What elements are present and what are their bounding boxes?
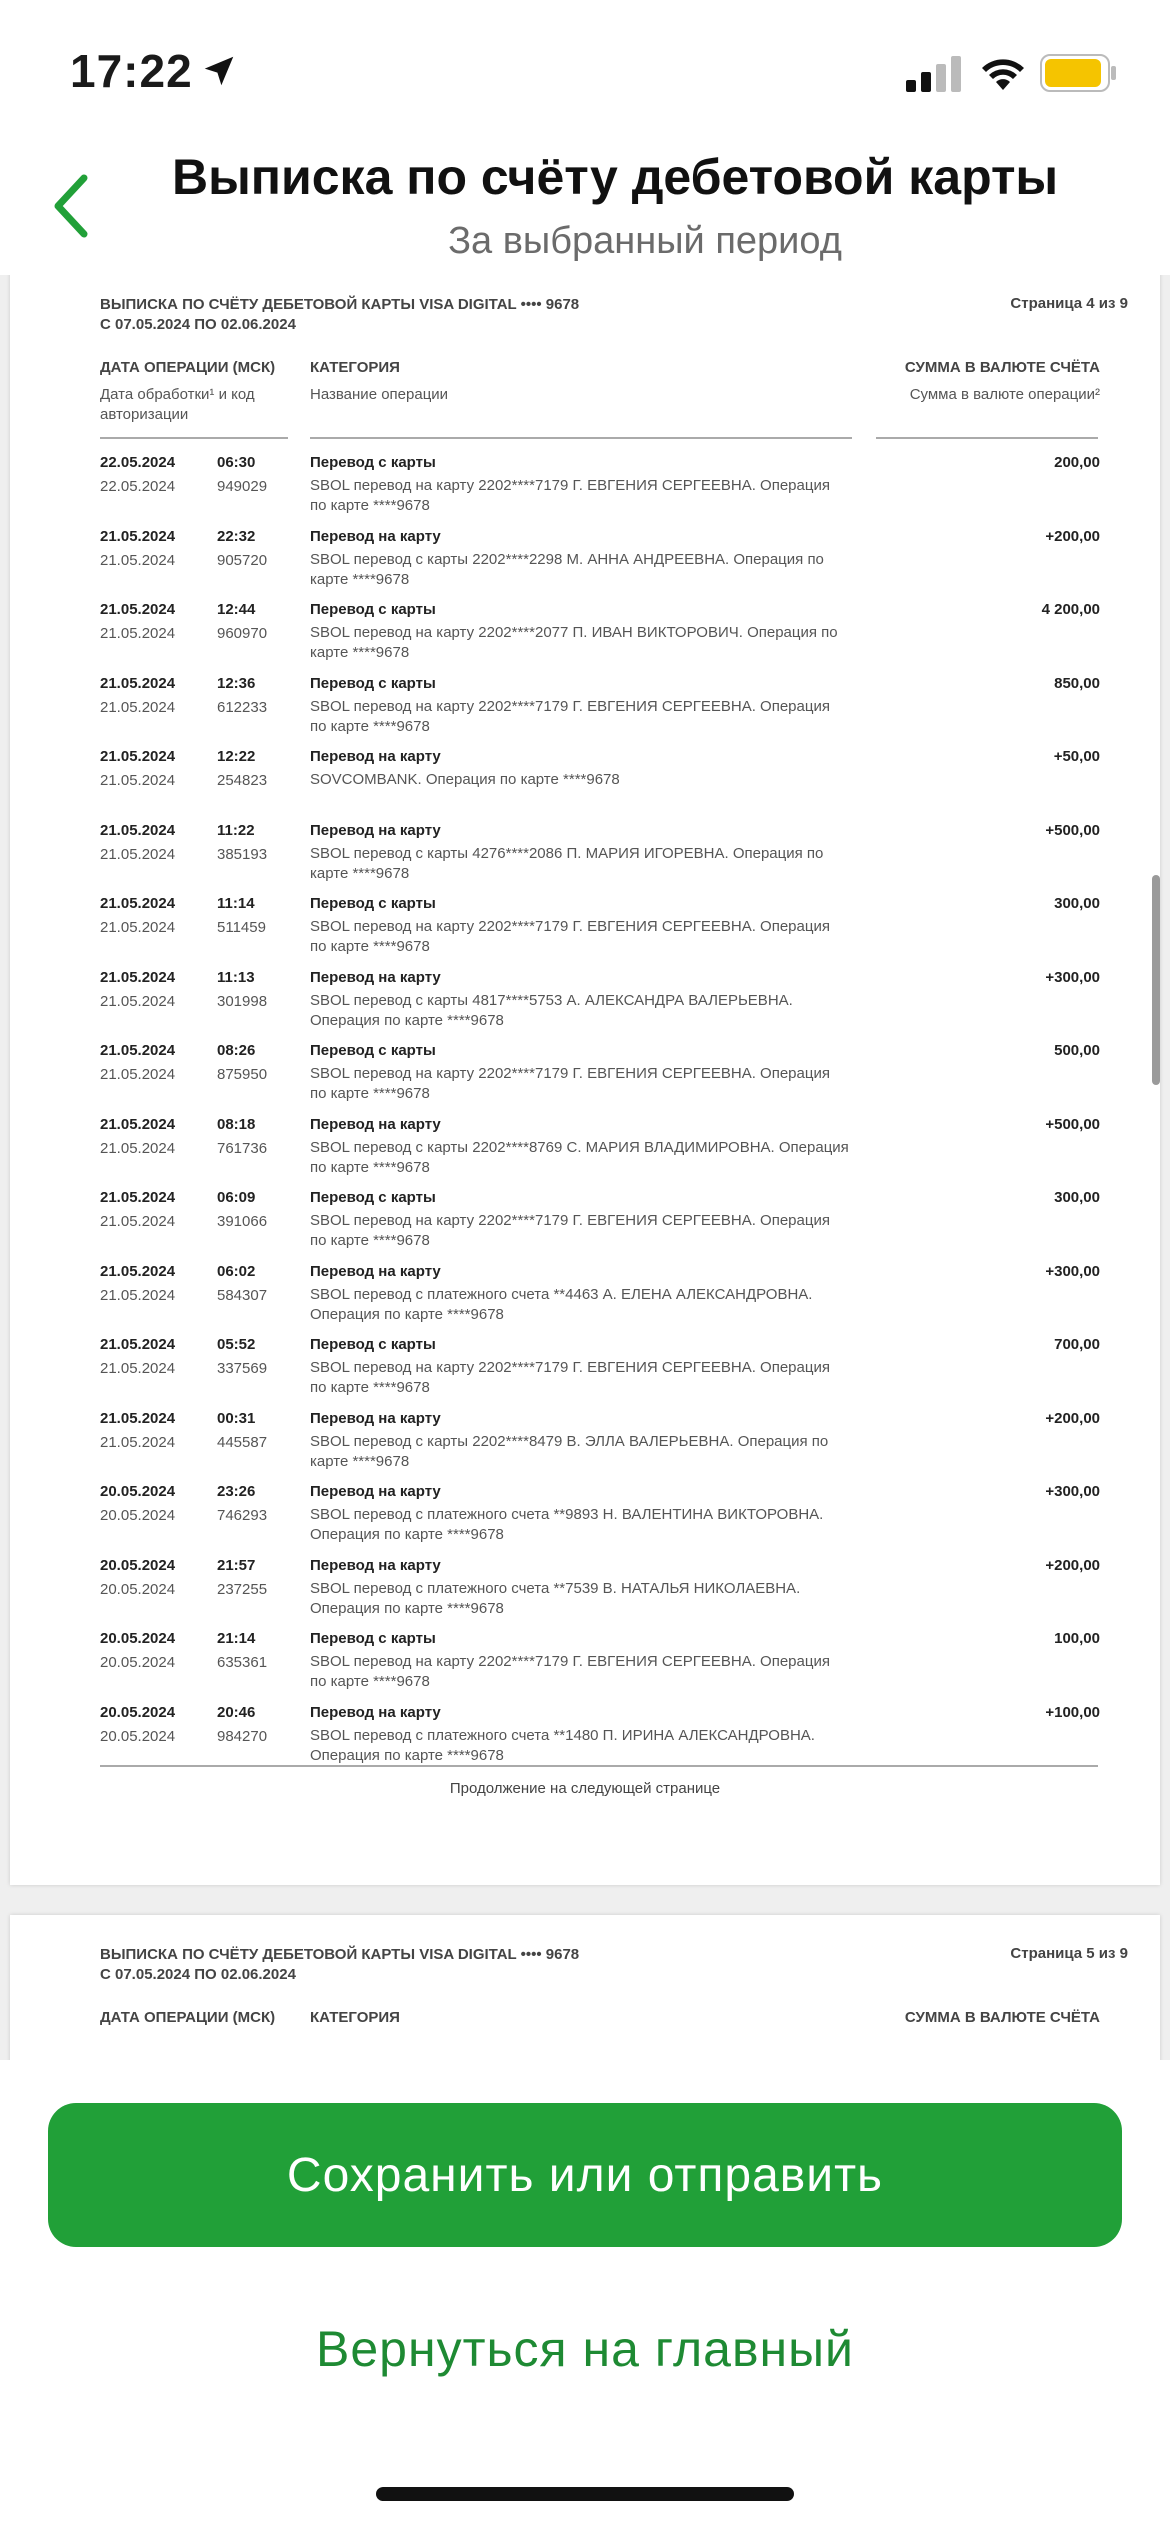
- transaction-description: SBOL перевод с карты 2202****8479 В. ЭЛЛА ВАЛЕРЬЕВНА. Операция по карте ****9678: [310, 1432, 829, 1470]
- processing-date: 21.05.2024: [100, 625, 176, 642]
- statement-period: С 07.05.2024 ПО 02.06.2024: [100, 1966, 296, 1983]
- transaction-category: Перевод на карту: [310, 1483, 441, 1500]
- statement-title: ВЫПИСКА ПО СЧЁТУ ДЕБЕТОВОЙ КАРТЫ VISA DIGITAL •••• 9678: [100, 1946, 580, 1963]
- transaction-row: [10, 822, 1160, 896]
- auth-code: 984270: [217, 1727, 268, 1745]
- statement-viewer[interactable]: [0, 275, 1170, 2060]
- processing-date: 21.05.2024: [100, 919, 176, 936]
- transaction-amount: 200,00: [1054, 454, 1100, 471]
- transaction-date: 21.05.2024: [100, 1189, 176, 1206]
- col-header-amount: СУММА В ВАЛЮТЕ СЧЁТА: [904, 359, 1100, 376]
- processing-date: 20.05.2024: [100, 1507, 176, 1524]
- auth-code: 511459: [217, 919, 266, 936]
- processing-date: 22.05.2024: [100, 478, 176, 495]
- transaction-amount: +500,00: [1045, 821, 1100, 839]
- auth-code: 391066: [217, 1213, 268, 1230]
- auth-code: 337569: [217, 1360, 268, 1377]
- transaction-time: 11:22: [217, 821, 255, 839]
- statement-heading: [100, 1945, 579, 1985]
- processing-date: 21.05.2024: [100, 551, 176, 569]
- transaction-time: 12:22: [217, 748, 256, 765]
- transaction-category: Перевод на карту: [310, 748, 441, 765]
- transaction-amount: +200,00: [1045, 1556, 1100, 1574]
- transaction-date: 21.05.2024: [100, 601, 176, 618]
- transaction-date: 20.05.2024: [100, 1630, 176, 1647]
- transaction-description: SBOL перевод на карту 2202****2077 П. ИВАН ВИКТОРОВИЧ. Операция по карте ****9678: [310, 624, 838, 661]
- statement-page-5: [10, 1915, 1160, 2060]
- transaction-amount: 700,00: [1054, 1336, 1100, 1353]
- col-subheader-date: Дата обработки¹ и код авторизации: [100, 386, 255, 423]
- transaction-row: [10, 969, 1160, 1043]
- transaction-description: SOVCOMBANK. Операция по карте ****9678: [310, 771, 620, 788]
- transaction-description: SBOL перевод на карту 2202****7179 Г. ЕВГЕНИЯ СЕРГЕЕВНА. Операция по карте ****9678: [310, 697, 830, 735]
- auth-code: 875950: [217, 1066, 268, 1083]
- processing-date: 21.05.2024: [100, 1360, 176, 1377]
- auth-code: 960970: [217, 625, 268, 642]
- transaction-row: [10, 1557, 1160, 1631]
- transaction-category: Перевод с карты: [310, 1189, 436, 1206]
- transaction-description: SBOL перевод с карты 4817****5753 А. АЛЕКСАНДРА ВАЛЕРЬЕВНА. Операция по карте ****9678: [310, 991, 793, 1029]
- transaction-time: 08:18: [217, 1115, 256, 1133]
- divider: [100, 1765, 1098, 1767]
- transaction-category: Перевод с карты: [310, 1630, 436, 1647]
- transaction-amount: 850,00: [1054, 674, 1100, 692]
- processing-date: 21.05.2024: [100, 1433, 176, 1451]
- page-number: Страница 4 из 9: [1010, 295, 1128, 312]
- auth-code: 761736: [217, 1139, 268, 1157]
- status-time: 17:22: [70, 45, 193, 97]
- col-subheader-category: Название операции: [310, 386, 449, 403]
- transaction-date: 21.05.2024: [100, 1409, 176, 1427]
- nav-header: [0, 140, 1170, 275]
- cellular-signal-icon: [906, 56, 962, 92]
- transaction-time: 11:13: [217, 968, 255, 986]
- transaction-date: 21.05.2024: [100, 1336, 176, 1353]
- continuation-note: Продолжение на следующей странице: [449, 1780, 721, 1797]
- transaction-category: Перевод на карту: [310, 527, 441, 545]
- page-subtitle: За выбранный период: [448, 220, 842, 262]
- transaction-amount: +300,00: [1045, 1262, 1100, 1280]
- transaction-time: 06:09: [217, 1189, 256, 1206]
- transaction-row: [10, 528, 1160, 602]
- processing-date: 21.05.2024: [100, 992, 176, 1010]
- processing-date: 21.05.2024: [100, 845, 176, 863]
- transaction-time: 08:26: [217, 1042, 256, 1059]
- col-header-date: ДАТА ОПЕРАЦИИ (МСК): [100, 2009, 276, 2026]
- transaction-time: 00:31: [217, 1409, 256, 1427]
- transaction-category: Перевод на карту: [310, 1115, 441, 1133]
- transaction-category: Перевод на карту: [310, 1262, 441, 1280]
- wifi-icon: [978, 52, 1028, 92]
- transaction-date: 20.05.2024: [100, 1703, 176, 1721]
- transaction-category: Перевод с карты: [310, 601, 436, 618]
- transaction-category: Перевод с карты: [310, 1336, 436, 1353]
- transaction-date: 21.05.2024: [100, 748, 176, 765]
- transaction-description: SBOL перевод на карту 2202****7179 Г. ЕВГЕНИЯ СЕРГЕЕВНА. Операция по карте ****9678: [310, 918, 830, 955]
- auth-code: 445587: [217, 1433, 268, 1451]
- processing-date: 20.05.2024: [100, 1654, 176, 1671]
- processing-date: 21.05.2024: [100, 1139, 176, 1157]
- auth-code: 746293: [217, 1507, 268, 1524]
- auth-code: 635361: [217, 1654, 268, 1671]
- transaction-time: 06:30: [217, 454, 256, 471]
- transaction-amount: 500,00: [1054, 1042, 1100, 1059]
- status-bar: [0, 0, 1170, 140]
- home-indicator: [376, 2487, 794, 2501]
- transaction-description: SBOL перевод на карту 2202****7179 Г. ЕВГЕНИЯ СЕРГЕЕВНА. Операция по карте ****9678: [310, 477, 830, 514]
- transaction-category: Перевод с карты: [310, 674, 436, 692]
- auth-code: 301998: [217, 992, 268, 1010]
- divider: [310, 437, 852, 439]
- col-subheader-amount: Сумма в валюте операции²: [909, 386, 1100, 403]
- divider: [876, 437, 1098, 439]
- transaction-description: SBOL перевод с карты 2202****2298 М. АННА АНДРЕЕВНА. Операция по карте ****9678: [310, 550, 824, 588]
- transaction-description: SBOL перевод с платежного счета **4463 А. ЕЛЕНА АЛЕКСАНДРОВНА. Операция по карте ****9678: [310, 1285, 813, 1323]
- location-arrow-icon: [200, 52, 238, 90]
- auth-code: 949029: [217, 478, 268, 495]
- transaction-description: SBOL перевод на карту 2202****7179 Г. ЕВГЕНИЯ СЕРГЕЕВНА. Операция по карте ****9678: [310, 1359, 830, 1396]
- transaction-amount: +200,00: [1045, 527, 1100, 545]
- transaction-date: 21.05.2024: [100, 821, 176, 839]
- transaction-row: [10, 1042, 1160, 1116]
- statement-title: ВЫПИСКА ПО СЧЁТУ ДЕБЕТОВОЙ КАРТЫ VISA DIGITAL •••• 9678: [100, 296, 580, 313]
- col-header-category: КАТЕГОРИЯ: [310, 2009, 400, 2026]
- statement-page-4: [10, 275, 1160, 1885]
- transaction-row: [10, 454, 1160, 528]
- transaction-date: 21.05.2024: [100, 1262, 176, 1280]
- transaction-row: [10, 1189, 1160, 1263]
- processing-date: 21.05.2024: [100, 698, 176, 716]
- processing-date: 21.05.2024: [100, 1213, 176, 1230]
- transaction-date: 20.05.2024: [100, 1556, 176, 1574]
- battery-icon: [1040, 54, 1118, 92]
- transaction-description: SBOL перевод с карты 4276****2086 П. МАРИЯ ИГОРЕВНА. Операция по карте ****9678: [310, 844, 824, 882]
- transaction-amount: 300,00: [1054, 895, 1100, 912]
- transaction-category: Перевод с карты: [310, 1042, 436, 1059]
- transaction-amount: +300,00: [1045, 968, 1100, 986]
- auth-code: 584307: [217, 1286, 268, 1304]
- page-number: Страница 5 из 9: [1010, 1945, 1128, 1962]
- transaction-date: 21.05.2024: [100, 527, 176, 545]
- col-header-date: ДАТА ОПЕРАЦИИ (МСК): [100, 359, 276, 376]
- transaction-time: 11:14: [217, 895, 255, 912]
- transaction-row: [10, 675, 1160, 749]
- return-home-link[interactable]: Вернуться на главный: [316, 2321, 854, 2377]
- transaction-time: 20:46: [217, 1703, 256, 1721]
- transaction-description: SBOL перевод с платежного счета **1480 П. ИРИНА АЛЕКСАНДРОВНА. Операция по карте ****9678: [310, 1726, 815, 1764]
- transaction-row: [10, 1263, 1160, 1337]
- processing-date: 21.05.2024: [100, 772, 176, 789]
- transaction-date: 21.05.2024: [100, 1115, 176, 1133]
- auth-code: 612233: [217, 698, 268, 716]
- transaction-amount: 4 200,00: [1041, 601, 1100, 618]
- transaction-amount: +100,00: [1045, 1703, 1100, 1721]
- processing-date: 20.05.2024: [100, 1580, 176, 1598]
- processing-date: 21.05.2024: [100, 1286, 176, 1304]
- transaction-category: Перевод на карту: [310, 1409, 441, 1427]
- transaction-list: [10, 454, 1160, 1777]
- transaction-description: SBOL перевод с платежного счета **7539 В. НАТАЛЬЯ НИКОЛАЕВНА. Операция по карте ****9678: [310, 1579, 801, 1617]
- transaction-date: 21.05.2024: [100, 674, 176, 692]
- transaction-row: [10, 748, 1160, 822]
- col-header-category: КАТЕГОРИЯ: [310, 359, 400, 376]
- transaction-amount: 300,00: [1054, 1189, 1100, 1206]
- transaction-description: SBOL перевод на карту 2202****7179 Г. ЕВГЕНИЯ СЕРГЕЕВНА. Операция по карте ****9678: [310, 1212, 830, 1249]
- transaction-row: [10, 1630, 1160, 1704]
- transaction-category: Перевод с карты: [310, 895, 436, 912]
- scrollbar[interactable]: [1152, 875, 1160, 1085]
- transaction-row: [10, 601, 1160, 675]
- transaction-time: 21:14: [217, 1630, 256, 1647]
- transaction-date: 22.05.2024: [100, 454, 176, 471]
- transaction-category: Перевод на карту: [310, 1556, 441, 1574]
- transaction-time: 23:26: [217, 1483, 256, 1500]
- processing-date: 21.05.2024: [100, 1066, 176, 1083]
- transaction-time: 22:32: [217, 527, 256, 545]
- transaction-description: SBOL перевод на карту 2202****7179 Г. ЕВГЕНИЯ СЕРГЕЕВНА. Операция по карте ****9678: [310, 1065, 830, 1102]
- transaction-date: 21.05.2024: [100, 895, 176, 912]
- transaction-description: SBOL перевод на карту 2202****7179 Г. ЕВГЕНИЯ СЕРГЕЕВНА. Операция по карте ****9678: [310, 1653, 830, 1690]
- transaction-time: 12:44: [217, 601, 256, 618]
- transaction-category: Перевод на карту: [310, 821, 441, 839]
- page-title: Выписка по счёту дебетовой карты: [172, 149, 1059, 205]
- transaction-amount: +300,00: [1045, 1483, 1100, 1500]
- transaction-amount: +50,00: [1053, 748, 1100, 765]
- transaction-amount: 100,00: [1054, 1630, 1100, 1647]
- transaction-amount: +200,00: [1045, 1409, 1100, 1427]
- transaction-amount: +500,00: [1045, 1115, 1100, 1133]
- auth-code: 237255: [217, 1580, 268, 1598]
- transaction-category: Перевод с карты: [310, 454, 436, 471]
- save-or-send-button[interactable]: Сохранить или отправить: [48, 2103, 1122, 2247]
- transaction-time: 21:57: [217, 1556, 256, 1574]
- transaction-row: [10, 1483, 1160, 1557]
- transaction-date: 21.05.2024: [100, 968, 176, 986]
- statement-heading: [100, 295, 579, 335]
- transaction-time: 12:36: [217, 674, 256, 692]
- transaction-description: SBOL перевод с платежного счета **9893 Н. ВАЛЕНТИНА ВИКТОРОВНА. Операция по карте ****9678: [310, 1506, 824, 1543]
- statement-period: С 07.05.2024 ПО 02.06.2024: [100, 316, 296, 333]
- auth-code: 905720: [217, 551, 268, 569]
- transaction-row: [10, 1336, 1160, 1410]
- auth-code: 254823: [217, 772, 268, 789]
- transaction-time: 06:02: [217, 1262, 256, 1280]
- processing-date: 20.05.2024: [100, 1727, 176, 1745]
- transaction-row: [10, 895, 1160, 969]
- col-header-amount: СУММА В ВАЛЮТЕ СЧЁТА: [904, 2009, 1100, 2026]
- transaction-row: [10, 1116, 1160, 1190]
- auth-code: 385193: [217, 845, 268, 863]
- divider: [100, 437, 288, 439]
- transaction-date: 20.05.2024: [100, 1483, 176, 1500]
- transaction-category: Перевод на карту: [310, 968, 441, 986]
- transaction-category: Перевод на карту: [310, 1703, 441, 1721]
- transaction-row: [10, 1410, 1160, 1484]
- transaction-time: 05:52: [217, 1336, 256, 1353]
- transaction-date: 21.05.2024: [100, 1042, 176, 1059]
- transaction-description: SBOL перевод с карты 2202****8769 С. МАРИЯ ВЛАДИМИРОВНА. Операция по карте ****9678: [310, 1138, 849, 1176]
